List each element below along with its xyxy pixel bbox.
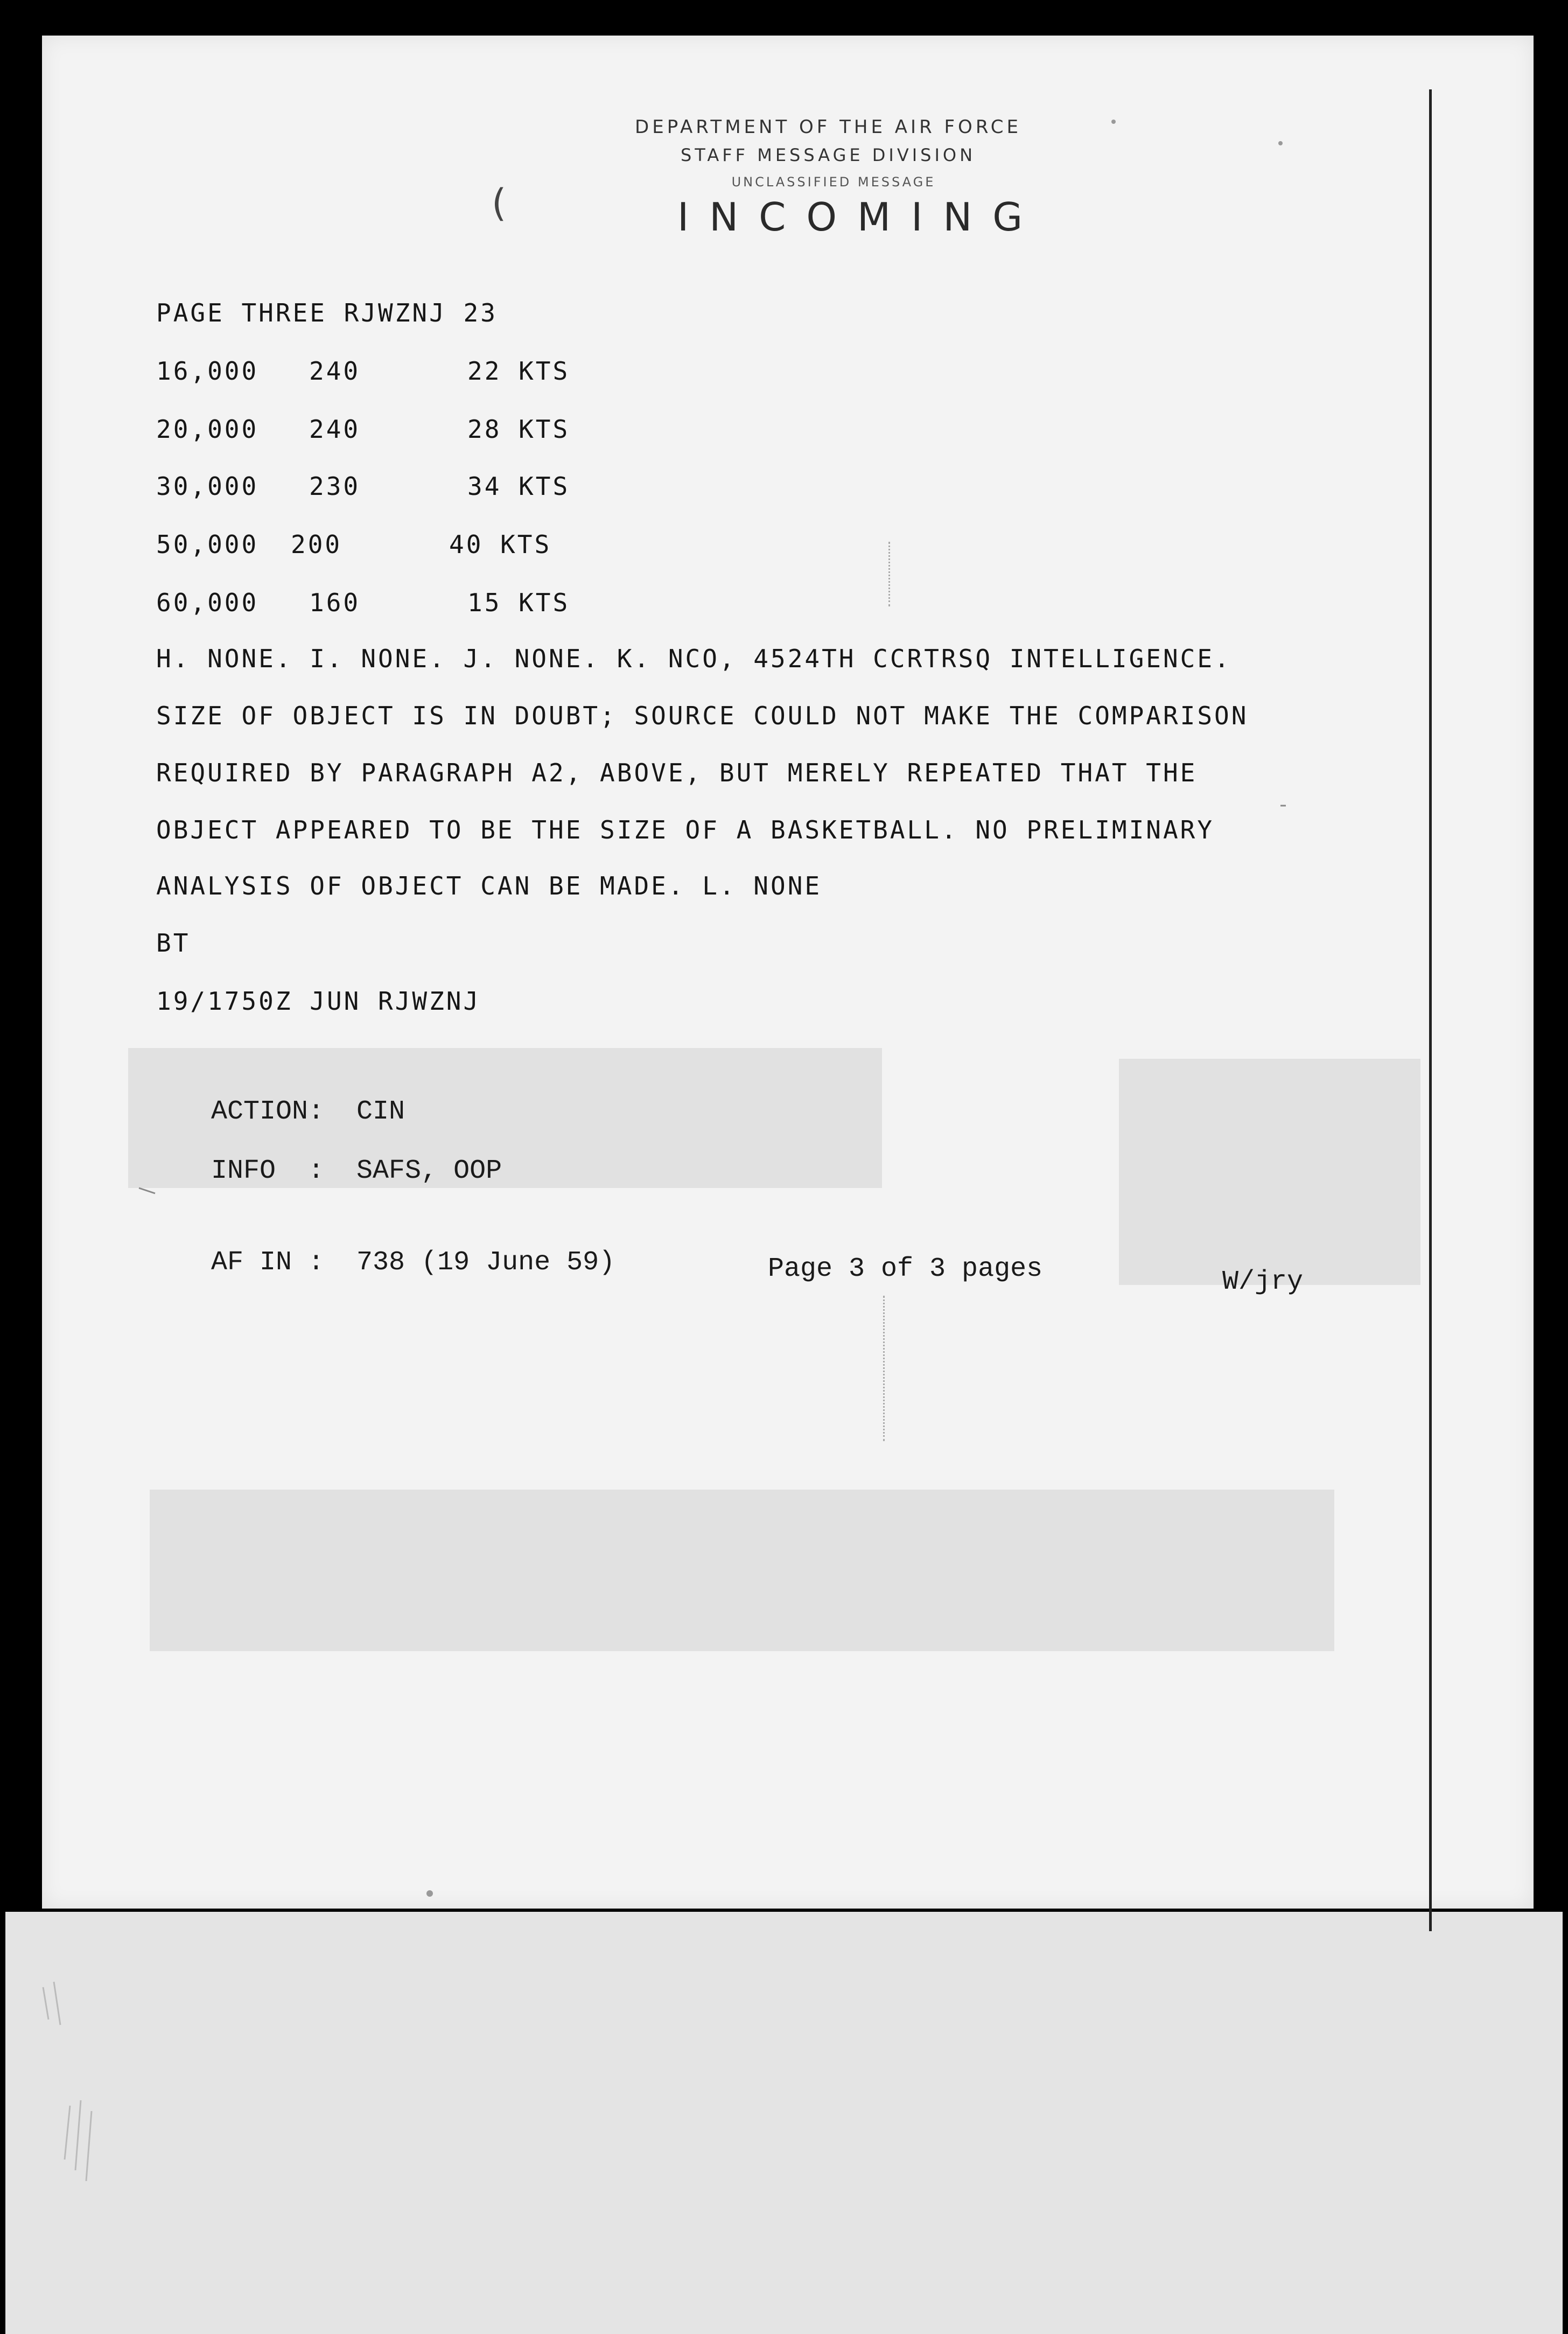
- direction-cell: 230: [309, 472, 361, 501]
- speed-cell: 22 KTS: [467, 357, 570, 386]
- body-line: SIZE OF OBJECT IS IN DOUBT; SOURCE COULD NOT MAKE THE COMPARISON: [156, 701, 1249, 730]
- typist-initials: W/jry: [1222, 1267, 1304, 1297]
- af-in-line: AF IN : 738 (19 June 59): [211, 1247, 615, 1278]
- altitude-cell: 50,000: [156, 530, 259, 559]
- speed-cell: 40 KTS: [449, 530, 552, 559]
- page-count: Page 3 of 3 pages: [768, 1254, 1043, 1284]
- direction-cell: 240: [309, 415, 361, 444]
- department-title: DEPARTMENT OF THE AIR FORCE: [635, 116, 1021, 138]
- message-sheet: [42, 36, 1534, 1909]
- right-margin-rule: [1429, 89, 1432, 1931]
- info-line: INFO : SAFS, OOP: [211, 1156, 502, 1186]
- body-line: REQUIRED BY PARAGRAPH A2, ABOVE, BUT MERELY REPEATED THAT THE: [156, 758, 1198, 787]
- body-line: H. NONE. I. NONE. J. NONE. K. NCO, 4524TH CCRTRSQ INTELLIGENCE.: [156, 644, 1231, 673]
- direction-cell: 240: [309, 357, 361, 386]
- fold-mark: [883, 1296, 886, 1441]
- backing-marks: [32, 1966, 118, 2267]
- body-line: OBJECT APPEARED TO BE THE SIZE OF A BASKETBALL. NO PRELIMINARY: [156, 815, 1215, 844]
- speed-cell: 34 KTS: [467, 472, 570, 501]
- fold-mark: [888, 542, 892, 606]
- date-time-group: 19/1750Z JUN RJWZNJ: [156, 987, 481, 1016]
- body-line: ANALYSIS OF OBJECT CAN BE MADE. L. NONE: [156, 871, 822, 900]
- incoming-stamp: INCOMING: [677, 194, 1044, 240]
- direction-cell: 200: [291, 530, 342, 559]
- altitude-cell: 30,000: [156, 472, 259, 501]
- altitude-cell: 60,000: [156, 588, 259, 617]
- direction-cell: 160: [309, 588, 361, 617]
- division-title: STAFF MESSAGE DIVISION: [680, 145, 976, 165]
- speed-cell: 15 KTS: [467, 588, 570, 617]
- altitude-cell: 20,000: [156, 415, 259, 444]
- break-mark: BT: [156, 928, 191, 958]
- page-line: PAGE THREE RJWZNJ 23: [156, 298, 498, 327]
- classification-label: UNCLASSIFIED MESSAGE: [731, 174, 936, 190]
- stamp-bracket-mark: (: [492, 181, 507, 225]
- speed-cell: 28 KTS: [467, 415, 570, 444]
- action-line: ACTION: CIN: [211, 1096, 405, 1127]
- altitude-cell: 16,000: [156, 357, 259, 386]
- backing-sheet: [5, 1912, 1563, 2334]
